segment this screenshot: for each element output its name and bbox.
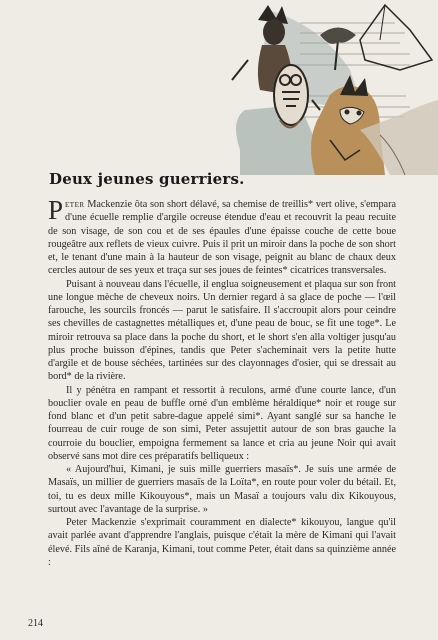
paragraph: Puisant à nouveau dans l'écuelle, il englua soigneusement et plaqua sur son front une longue mèche de cheveux noirs. Un dernier regard à sa glace de poche — l'œil farouche, les sourcils froncés — parut le satisfaire. Il s'accroupit alors pour ceindre ses chevilles de castagnettes métalliques et, d'une peau de bouc, se fit une toge*. Le miroir retrouva sa place dans la poche du short, et le short s'en alla voltiger jusqu'au plus proche buisson d'épines, tandis que Peter s'acheminait vers la petite hutte d'argile et de bouse séchées, tartinées sur des clayonnages d'osier, qui se dressait au bord* de la rivière. <box>48 278 396 383</box>
page-number: 214 <box>28 618 43 629</box>
paragraph <box>48 195 396 278</box>
body-text <box>48 195 396 569</box>
first-word-rest: eter <box>65 199 85 210</box>
chapter-title: Deux jeunes guerriers. <box>49 170 245 188</box>
paragraph: Peter Mackenzie s'exprimait couramment en dialecte* kikouyou, langue qu'il avait parlée avant d'apprendre l'anglais, puisque c'était la mère de Kimani qui l'avait élevé. Fils aîné de Karanja, Kimani, tout comme Peter, était dans sa quinzième année : <box>48 517 396 568</box>
drop-cap: P <box>48 195 64 225</box>
paragraph: Il y pénétra en rampant et ressortit à reculons, armé d'une courte lance, d'un bouclier ovale en peau de buffle orné d'un emblème héraldique* noir et rouge sur fond blanc et d'un petit sabre-dague appelé simi*. Ayant sanglé sur sa hanche le fourreau de cuir rouge de son simi, Peter assujettit autour de son bras gauche la courroie du bouclier, empoigna fermement sa lance et cria au jeune Noir qui avait observé sans mot dire ces préparatifs belliqueux : <box>48 384 396 462</box>
paragraph: « Aujourd'hui, Kimani, je suis mille guerriers masaïs*. Je suis une armée de Masaïs, un millier de guerriers masaïs de la Loïta*, en route pour voler du bétail. Et, toi, tu es deux mille Kikouyous*, mais un Masaï a toujours valu dix Kikouyous, surtout avec l'avantage de la surprise. » <box>48 464 396 515</box>
paragraph-text: Mackenzie ôta son short délavé, sa chemise de treillis* vert olive, s'empara d'une écuelle remplie d'argile ocreuse étendue d'eau et recouvrit la peau recuite de son visage, de son cou et de ses épaules d'une épaisse couche de cette boue rougeâtre aux reflets de vieux cuivre. Puis il prit un miroir dans la poche de son short et, le tenant d'une main à la hauteur de son visage, peignit au blanc de chaux deux cercles autour de ses yeux et traça sur ses joues de feintes* cicatrices transversales. <box>48 199 396 277</box>
warrior-mask-illustration <box>0 0 438 175</box>
